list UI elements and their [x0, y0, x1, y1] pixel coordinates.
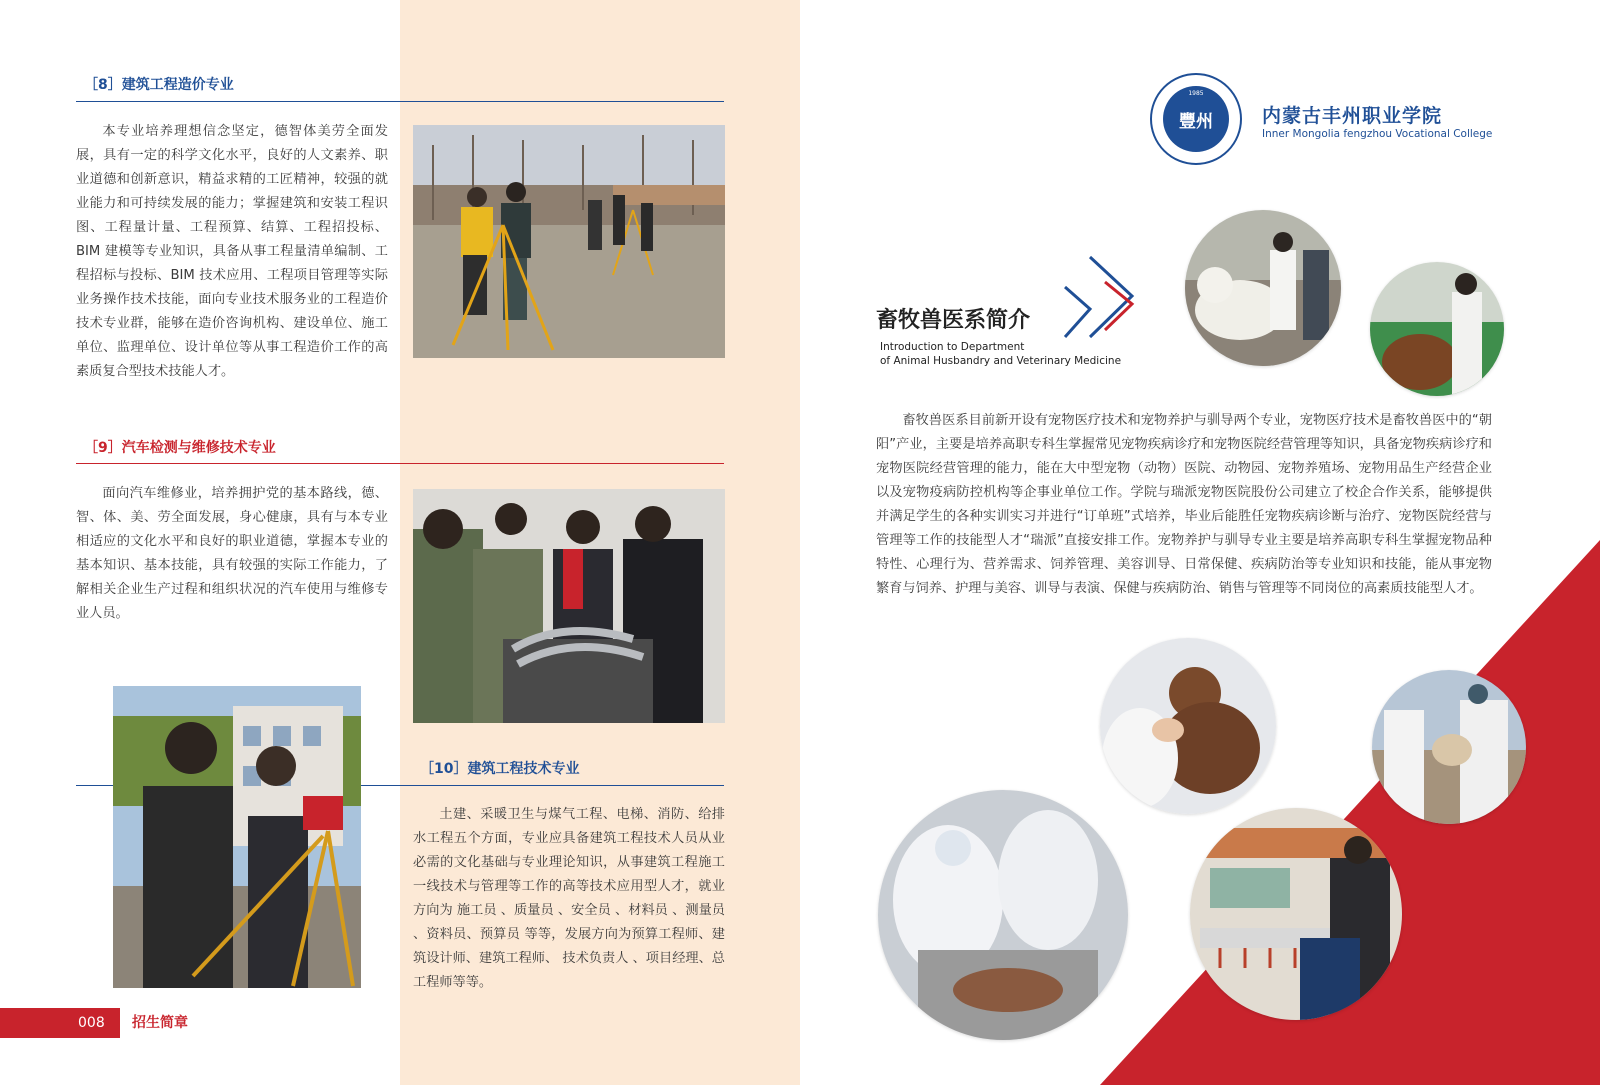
section-10-body: 土建、采暖卫生与煤气工程、电梯、消防、给排水工程五个方面，专业应具备建筑工程技术人员从业必需的文化基础与专业理论知识，从事建筑工程施工一线技术与管理等工作的高等技术应用型人才，就业方向为 施工员 、质量员 、安全员 、材料员 、测量员 、资料员、预算员 等等，发展方向为预算工程师、建筑设计师、建筑工程师、 技术负责人 、项目经理、总工程师等等。 — [413, 807, 725, 990]
section-8-body: 本专业培养理想信念坚定，德智体美劳全面发展，具有一定的科学文化水平，良好的人文素养、职业道德和创新意识，精益求精的工匠精神，较强的就业能力和可持续发展的能力；掌握建筑和安装工程识图、工程量计量、工程预算、结算、工程招投标、BIM 建模等专业知识，具备从事工程量清单编制、工程招标与投标、BIM 技术应用、工程项目管理等实际业务操作技术技能，面向专业技术服务业的工程造价技术专业群，能够在造价咨询机构、建设单位、施工单位、监理单位、设计单位等从事工程造价工作的高素质复合型技术技能人才。 — [76, 124, 388, 379]
section-8-title: ［8］建筑工程造价专业 — [84, 77, 234, 93]
department-body: 畜牧兽医系目前新开设有宠物医疗技术和宠物养护与驯导两个专业，宠物医疗技术是畜牧兽医中的“朝阳”产业，主要是培养高职专科生掌握常见宠物疾病诊疗和宠物医院经营管理等知识，具备宠物疾病诊疗和宠物医院经营管理的能力，能在大中型宠物（动物）医院、动物园、宠物养殖场、宠物用品生产经营企业以及宠物疫病防控机构等企事业单位工作。学院与瑞派宠物医院股份公司建立了校企合作关系，能够提供并满足学生的各种实训实习并进行“订单班”式培养，毕业后能胜任宠物疾病诊断与治疗、宠物医院经营与管理等工作的技能型人才“瑞派”直接安排工作。宠物养护与驯导专业主要是培养高职专科生掌握宠物品种特性、心理行为、营养需求、饲养管理、美容训导、日常保健、疾病防治等专业知识和技能，能从事宠物繁育与饲养、护理与美容、训导与表演、保健与疾病防治、销售与管理等不同岗位的高素质技能型人才。 — [876, 413, 1492, 596]
section-10-title: ［10］建筑工程技术专业 — [420, 761, 580, 777]
department-subtitle: Introduction to Department of Animal Husbandry and Veterinary Medicine — [880, 341, 1122, 367]
college-logo — [1150, 73, 1242, 165]
section-10-rule-left — [76, 785, 113, 786]
surveying-students-photo — [413, 125, 725, 358]
section-9-rule — [76, 463, 724, 464]
poodle-photo — [1100, 638, 1276, 814]
section-9-title: ［9］汽车检测与维修技术专业 — [84, 440, 276, 456]
horse-photo — [1370, 262, 1504, 396]
engine-workshop-photo — [413, 489, 725, 723]
total-station-surveying-photo — [113, 686, 361, 988]
section-8-rule — [76, 101, 724, 102]
lab-dissection-photo — [878, 790, 1128, 1040]
footer-label: 招生简章 — [132, 1015, 188, 1031]
sheep-inspection-photo — [1372, 670, 1526, 824]
department-title: 畜牧兽医系简介 — [876, 308, 1031, 333]
page-number: 008 — [78, 1015, 105, 1031]
logo-characters: 豐州 — [1179, 112, 1213, 132]
lab-class-photo — [1190, 808, 1402, 1020]
college-name-cn: 内蒙古丰州职业学院 — [1262, 105, 1443, 127]
chevron-arrows-icon — [1050, 252, 1140, 342]
logo-year: 1985 — [1188, 90, 1204, 97]
section-10-rule-right — [361, 785, 724, 786]
cattle-photo — [1185, 210, 1341, 366]
college-name-en: Inner Mongolia fengzhou Vocational College — [1262, 128, 1493, 140]
section-9-body: 面向汽车维修业，培养拥护党的基本路线，德、智、体、美、劳全面发展，身心健康，具有与本专业相适应的文化水平和良好的职业道德，掌握本专业的基本知识、基本技能，具有较强的实际工作能力，了解相关企业生产过程和组织状况的汽车使用与维修专业人员。 — [76, 486, 388, 621]
